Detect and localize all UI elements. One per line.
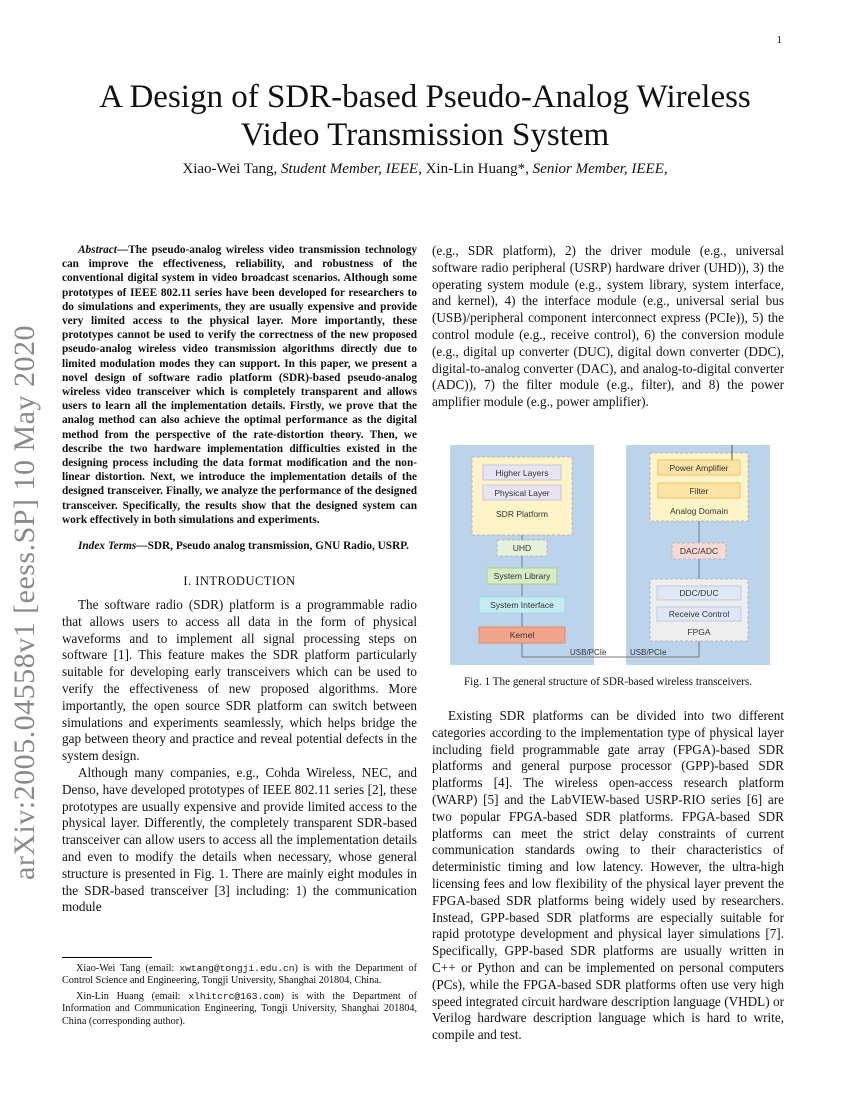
dac-adc-label: DAC/ADC (679, 546, 719, 556)
footnote-2 (62, 991, 417, 1028)
paper-title: A Design of SDR-based Pseudo-Analog Wireless Video Transmission System (99, 79, 751, 153)
footnote-1 (62, 963, 417, 988)
receive-control-label: Receive Control (668, 609, 730, 619)
page-number: 1 (776, 34, 782, 46)
index-terms (62, 539, 417, 553)
intro-paragraph-2: Although many companies, e.g., Cohda Wireless, NEC, and Denso, have developed prototypes of IEEE 802.11 series [2], these prototypes are usually expensive and provide limited access to the physical layer. Differently, the completely transparent SDR-based transceiver can allow users to access all the implementation details and even to modify the details when necessary, whose general structure is presented in Fig. 1. There are mainly eight modules in the SDR-based transceiver [3] including: 1) the communication module (62, 765, 417, 915)
filter-label: Filter (689, 486, 709, 496)
abstract-label: Abstract (78, 244, 117, 256)
footnote-2-email[interactable]: xlhitcrc@163.com (188, 990, 281, 1002)
right-paragraph-2: Existing SDR platforms can be divided into two different categories according to the implementation type of physical layer including field programmable gate array (FPGA)-based SDR platforms and general purpose processor (GPP)-based SDR platforms [4]. The wireless open-access research platform (WARP) [5] and the LabVIEW-based USRP-RIO series [6] are two popular FPGA-based SDR platforms. FPGA-based SDR platforms can meet the strict delay constraints of current communication standards owing to their characteristics of deterministic timing and low latency. However, the ultra-high licensing fees and low flexibility of the physical layer prevent the FPGA-based SDR platforms being widely used by researchers. Instead, GPP-based SDR platforms are especially suitable for rapid prototype development and physical layer simulations [7]. Specifically, GPP-based SDR platforms are usually written in C++ or Python and can be implemented on personal computers (PCs), while the FPGA-based SDR platforms often use very high speed integrated circuit hardware description language (VHDL) or Verilog hardware description language which is hard to write, compile and test. (432, 708, 784, 1043)
footnote-1-pre: Xiao-Wei Tang (email: (76, 963, 180, 974)
fpga-label: FPGA (687, 627, 711, 637)
intro-paragraph-1: The software radio (SDR) platform is a programmable radio that allows users to access all data in the form of physical waveforms and to implement all signal processing steps on software [1]. This feature makes the SDR platform particularly suitable for developing early transceivers which can be used to verify the effectiveness of new proposed algorithms. More importantly, the open source SDR platform can switch between simulations and experiments seamlessly, which helps bridge the gap between theory and practice and reveal potential defects in the system design. (62, 597, 417, 764)
figure-1-caption: Fig. 1 The general structure of SDR-based wireless transceivers. (463, 676, 753, 688)
system-library-label: System Library (493, 571, 551, 581)
analog-domain-label: Analog Domain (669, 506, 729, 516)
left-column (62, 243, 417, 916)
arxiv-stamp: arXiv:2005.04558v1 [eess.SP] 10 May 2020 (8, 325, 41, 880)
physical-layer-label: Physical Layer (494, 488, 550, 498)
index-terms-label: Index Terms (78, 540, 137, 553)
footnote-1-post: ) is with the Department of Control Science and Engineering, Tongji University, Shanghai 201804, China. (62, 963, 417, 987)
footnote-2-post: ) is with the Department of Information and Communication Engineering, Tongji University, Shanghai 201804, China (corresponding author). (62, 990, 417, 1027)
index-terms-text: —SDR, Pseudo analog transmission, GNU Radio, USRP. (136, 540, 409, 553)
author-trail: , (663, 161, 668, 177)
uhd-label: UHD (512, 543, 532, 553)
kernel-label: Kernel (509, 630, 535, 640)
sdr-platform-label: SDR Platform (496, 509, 548, 519)
footnotes (62, 963, 417, 1031)
higher-layers-label: Higher Layers (495, 468, 549, 478)
footnote-rule (62, 957, 152, 958)
figure-1 (450, 445, 770, 665)
system-interface-label: System Interface (490, 600, 554, 610)
right-paragraph-continued: (e.g., SDR platform), 2) the driver module (e.g., universal software radio peripheral (USRP) hardware driver (UHD)), 3) the operating system module (e.g., system library, system interface, and kernel), 4) the interface module (e.g., universal serial bus (USB)/peripheral component interconnect express (PCIe)), 5) the control module (e.g., receive control), 6) the conversion module (e.g., digital up converter (DUC), digital down converter (DDC), digital-to-analog converter (DAC), and analog-to-digital converter (ADC)), 7) the filter module (e.g., filter), and 8) the power amplifier module (e.g., power amplifier). (432, 243, 784, 410)
author-1-name: Xiao-Wei Tang, (182, 161, 282, 177)
author-line (60, 161, 790, 178)
footnote-1-email[interactable]: xwtang@tongji.edu.cn (179, 963, 295, 974)
author-2-name: , Xin-Lin Huang*, (418, 161, 533, 177)
power-amplifier-label: Power Amplifier (669, 463, 729, 473)
section-heading-introduction: I. INTRODUCTION (183, 574, 296, 589)
footnote-2-pre: Xin-Lin Huang (email: (76, 990, 189, 1002)
author-2-role: Senior Member, IEEE (532, 161, 664, 177)
author-1-role: Student Member, IEEE (281, 161, 419, 177)
right-column-bottom (432, 708, 784, 1044)
right-column-top (432, 243, 784, 411)
ddc-duc-label: DDC/DUC (679, 588, 719, 598)
usb-pcie-left-label: USB/PCIe (570, 648, 607, 657)
usb-pcie-right-label: USB/PCIe (630, 648, 667, 657)
figure-1-diagram (450, 445, 770, 665)
abstract-text: —The pseudo-analog wireless video transmission technology can improve the effectiveness, reliability, and robustness of the conventional digital system in video broadcast scenarios. Although some prototypes of IEEE 802.11 series have been developed for researchers to do simulations and experiments, they are usually expensive and provide very limited access to the physical layer. More importantly, these prototypes cannot be used to verify the correctness of the new proposed pseudo-analog wireless video transmission algorithms directly due to limited modulation modes they can support. In this paper, we present a novel design of software radio platform (SDR)-based pseudo-analog wireless video transceiver which is completely transparent and allows users to learn all the implementation details. Firstly, we prove that the analog method can also achieve the optimal performance as the digital method from the perspective of the rate-distortion theory. Then, we describe the two hardware implementation difficulties existed in the designing process including the data format modification and the non-linear distortion. Next, we introduce the implementation details of the designed transceiver. Finally, we analyze the performance of the designed transceiver. Specifically, the results show that the designed system can work effectively in both simulations and experiments. (62, 244, 417, 526)
abstract (62, 243, 417, 527)
